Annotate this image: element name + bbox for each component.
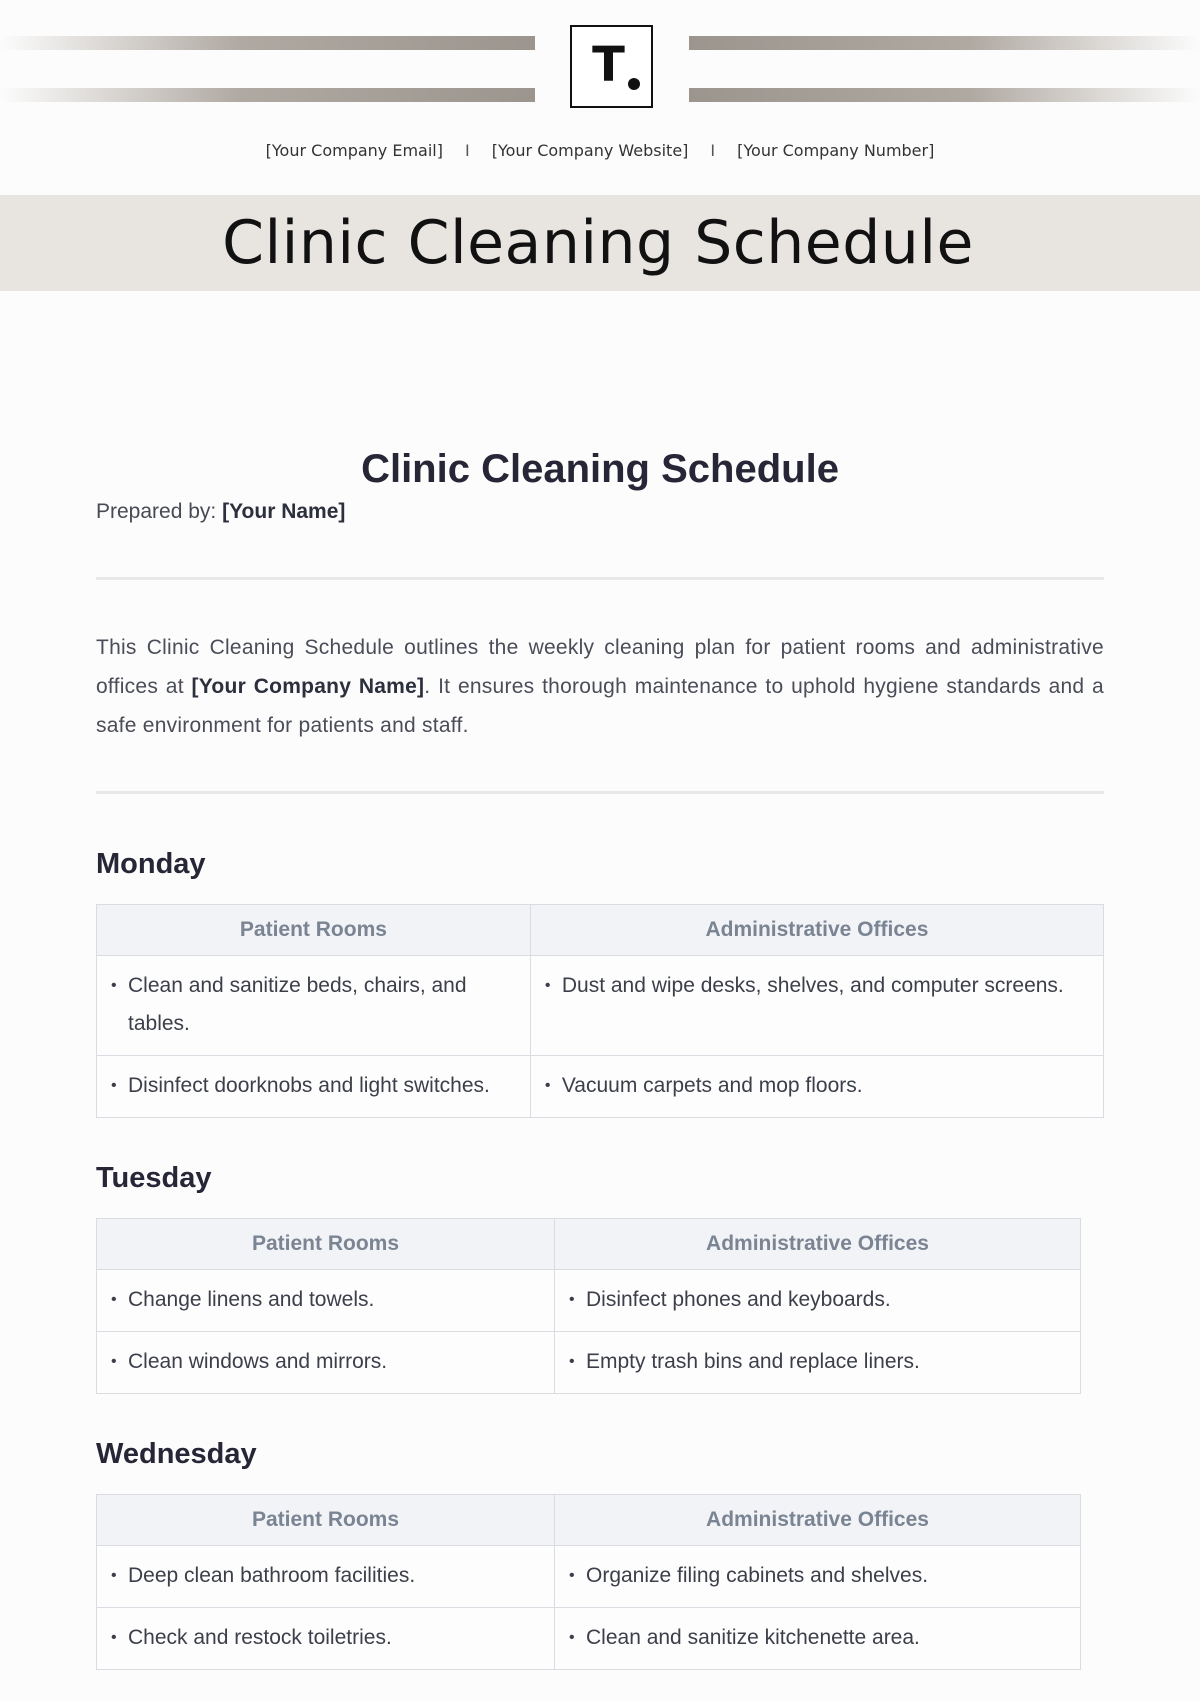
bullet: • — [569, 1353, 575, 1370]
header-stripe — [689, 88, 1200, 102]
task-text: Change linens and towels. — [128, 1288, 375, 1311]
intro-paragraph — [96, 628, 1104, 745]
schedule-section-tuesday — [96, 1158, 1104, 1394]
contact-separator: I — [464, 141, 470, 160]
table-cell — [555, 1332, 1081, 1394]
schedule-table — [96, 904, 1104, 1118]
task-text: Empty trash bins and replace liners. — [586, 1350, 920, 1373]
task-text: Clean and sanitize kitchenette area. — [586, 1626, 920, 1649]
table-cell — [555, 1270, 1081, 1332]
column-header: Patient Rooms — [97, 1219, 555, 1270]
table-cell — [555, 1608, 1081, 1670]
bullet: • — [111, 1629, 117, 1646]
table-row — [97, 956, 1104, 1056]
task-text: Organize filing cabinets and shelves. — [586, 1564, 929, 1587]
title-banner — [0, 195, 1200, 291]
bullet: • — [111, 1291, 117, 1308]
bullet: • — [111, 1353, 117, 1370]
table-cell — [97, 956, 531, 1056]
schedule-section-monday — [96, 844, 1104, 1118]
bullet: • — [569, 1629, 575, 1646]
header-stripe — [689, 36, 1200, 50]
task-text: Dust and wipe desks, shelves, and computer screens. — [561, 974, 1064, 997]
column-header: Patient Rooms — [97, 1495, 555, 1546]
task-text: Clean windows and mirrors. — [128, 1350, 388, 1373]
table-cell — [555, 1546, 1081, 1608]
table-cell — [530, 1056, 1103, 1118]
table-row — [97, 1056, 1104, 1118]
table-row — [97, 1608, 1081, 1670]
task-text: Check and restock toiletries. — [128, 1626, 392, 1649]
column-header: Administrative Offices — [555, 1495, 1081, 1546]
document-title: Clinic Cleaning Schedule — [361, 447, 839, 491]
table-row — [97, 1332, 1081, 1394]
bullet: • — [569, 1567, 575, 1584]
table-header-row — [97, 1495, 1081, 1546]
task-text: Vacuum carpets and mop floors. — [561, 1074, 863, 1097]
company-number: [Your Company Number] — [737, 141, 935, 160]
prepared-by-label: Prepared by: — [96, 500, 217, 523]
document-body — [96, 440, 1104, 1670]
company-logo — [570, 25, 653, 108]
divider — [96, 791, 1104, 794]
logo-dot — [628, 78, 640, 90]
task-text: Clean and sanitize beds, chairs, and tables. — [128, 974, 467, 1035]
schedule-table — [96, 1494, 1081, 1670]
task-text: Deep clean bathroom facilities. — [128, 1564, 416, 1587]
banner-title: Clinic Cleaning Schedule — [222, 208, 974, 278]
table-row — [97, 1546, 1081, 1608]
intro-text: This Clinic Cleaning Schedule outlines the weekly cleaning plan for patient rooms and administrative offices at — [96, 636, 1104, 698]
logo-letter: T — [592, 36, 625, 93]
table-header-row — [97, 905, 1104, 956]
bullet: • — [111, 977, 117, 994]
header-stripe — [0, 36, 535, 50]
table-cell — [97, 1608, 555, 1670]
task-text: Disinfect phones and keyboards. — [586, 1288, 891, 1311]
table-cell — [97, 1332, 555, 1394]
task-text: Disinfect doorknobs and light switches. — [128, 1074, 490, 1097]
prepared-by — [96, 500, 1104, 524]
schedule-section-wednesday — [96, 1434, 1104, 1670]
bullet: • — [544, 1077, 551, 1094]
table-cell — [97, 1270, 555, 1332]
bullet: • — [111, 1567, 117, 1584]
bullet: • — [569, 1291, 575, 1308]
intro-company-name: [Your Company Name] — [191, 675, 425, 698]
column-header: Patient Rooms — [97, 905, 531, 956]
column-header: Administrative Offices — [530, 905, 1103, 956]
day-heading: Monday — [96, 848, 206, 880]
divider — [96, 577, 1104, 580]
column-header: Administrative Offices — [555, 1219, 1081, 1270]
bullet: • — [544, 977, 551, 994]
table-row — [97, 1270, 1081, 1332]
table-cell — [97, 1056, 531, 1118]
table-header-row — [97, 1219, 1081, 1270]
header-stripe — [0, 88, 535, 102]
company-email: [Your Company Email] — [265, 141, 443, 160]
day-heading: Wednesday — [96, 1438, 257, 1470]
intro-text: . It ensures thorough maintenance to uphold hygiene standards and a safe environment for patients and staff. — [96, 675, 1104, 737]
bullet: • — [111, 1077, 117, 1094]
schedule-table — [96, 1218, 1081, 1394]
prepared-by-name: [Your Name] — [222, 500, 346, 523]
company-website: [Your Company Website] — [491, 141, 689, 160]
day-heading: Tuesday — [96, 1162, 212, 1194]
contact-separator: I — [710, 141, 716, 160]
contact-line — [0, 141, 1200, 160]
table-cell — [530, 956, 1103, 1056]
table-cell — [97, 1546, 555, 1608]
